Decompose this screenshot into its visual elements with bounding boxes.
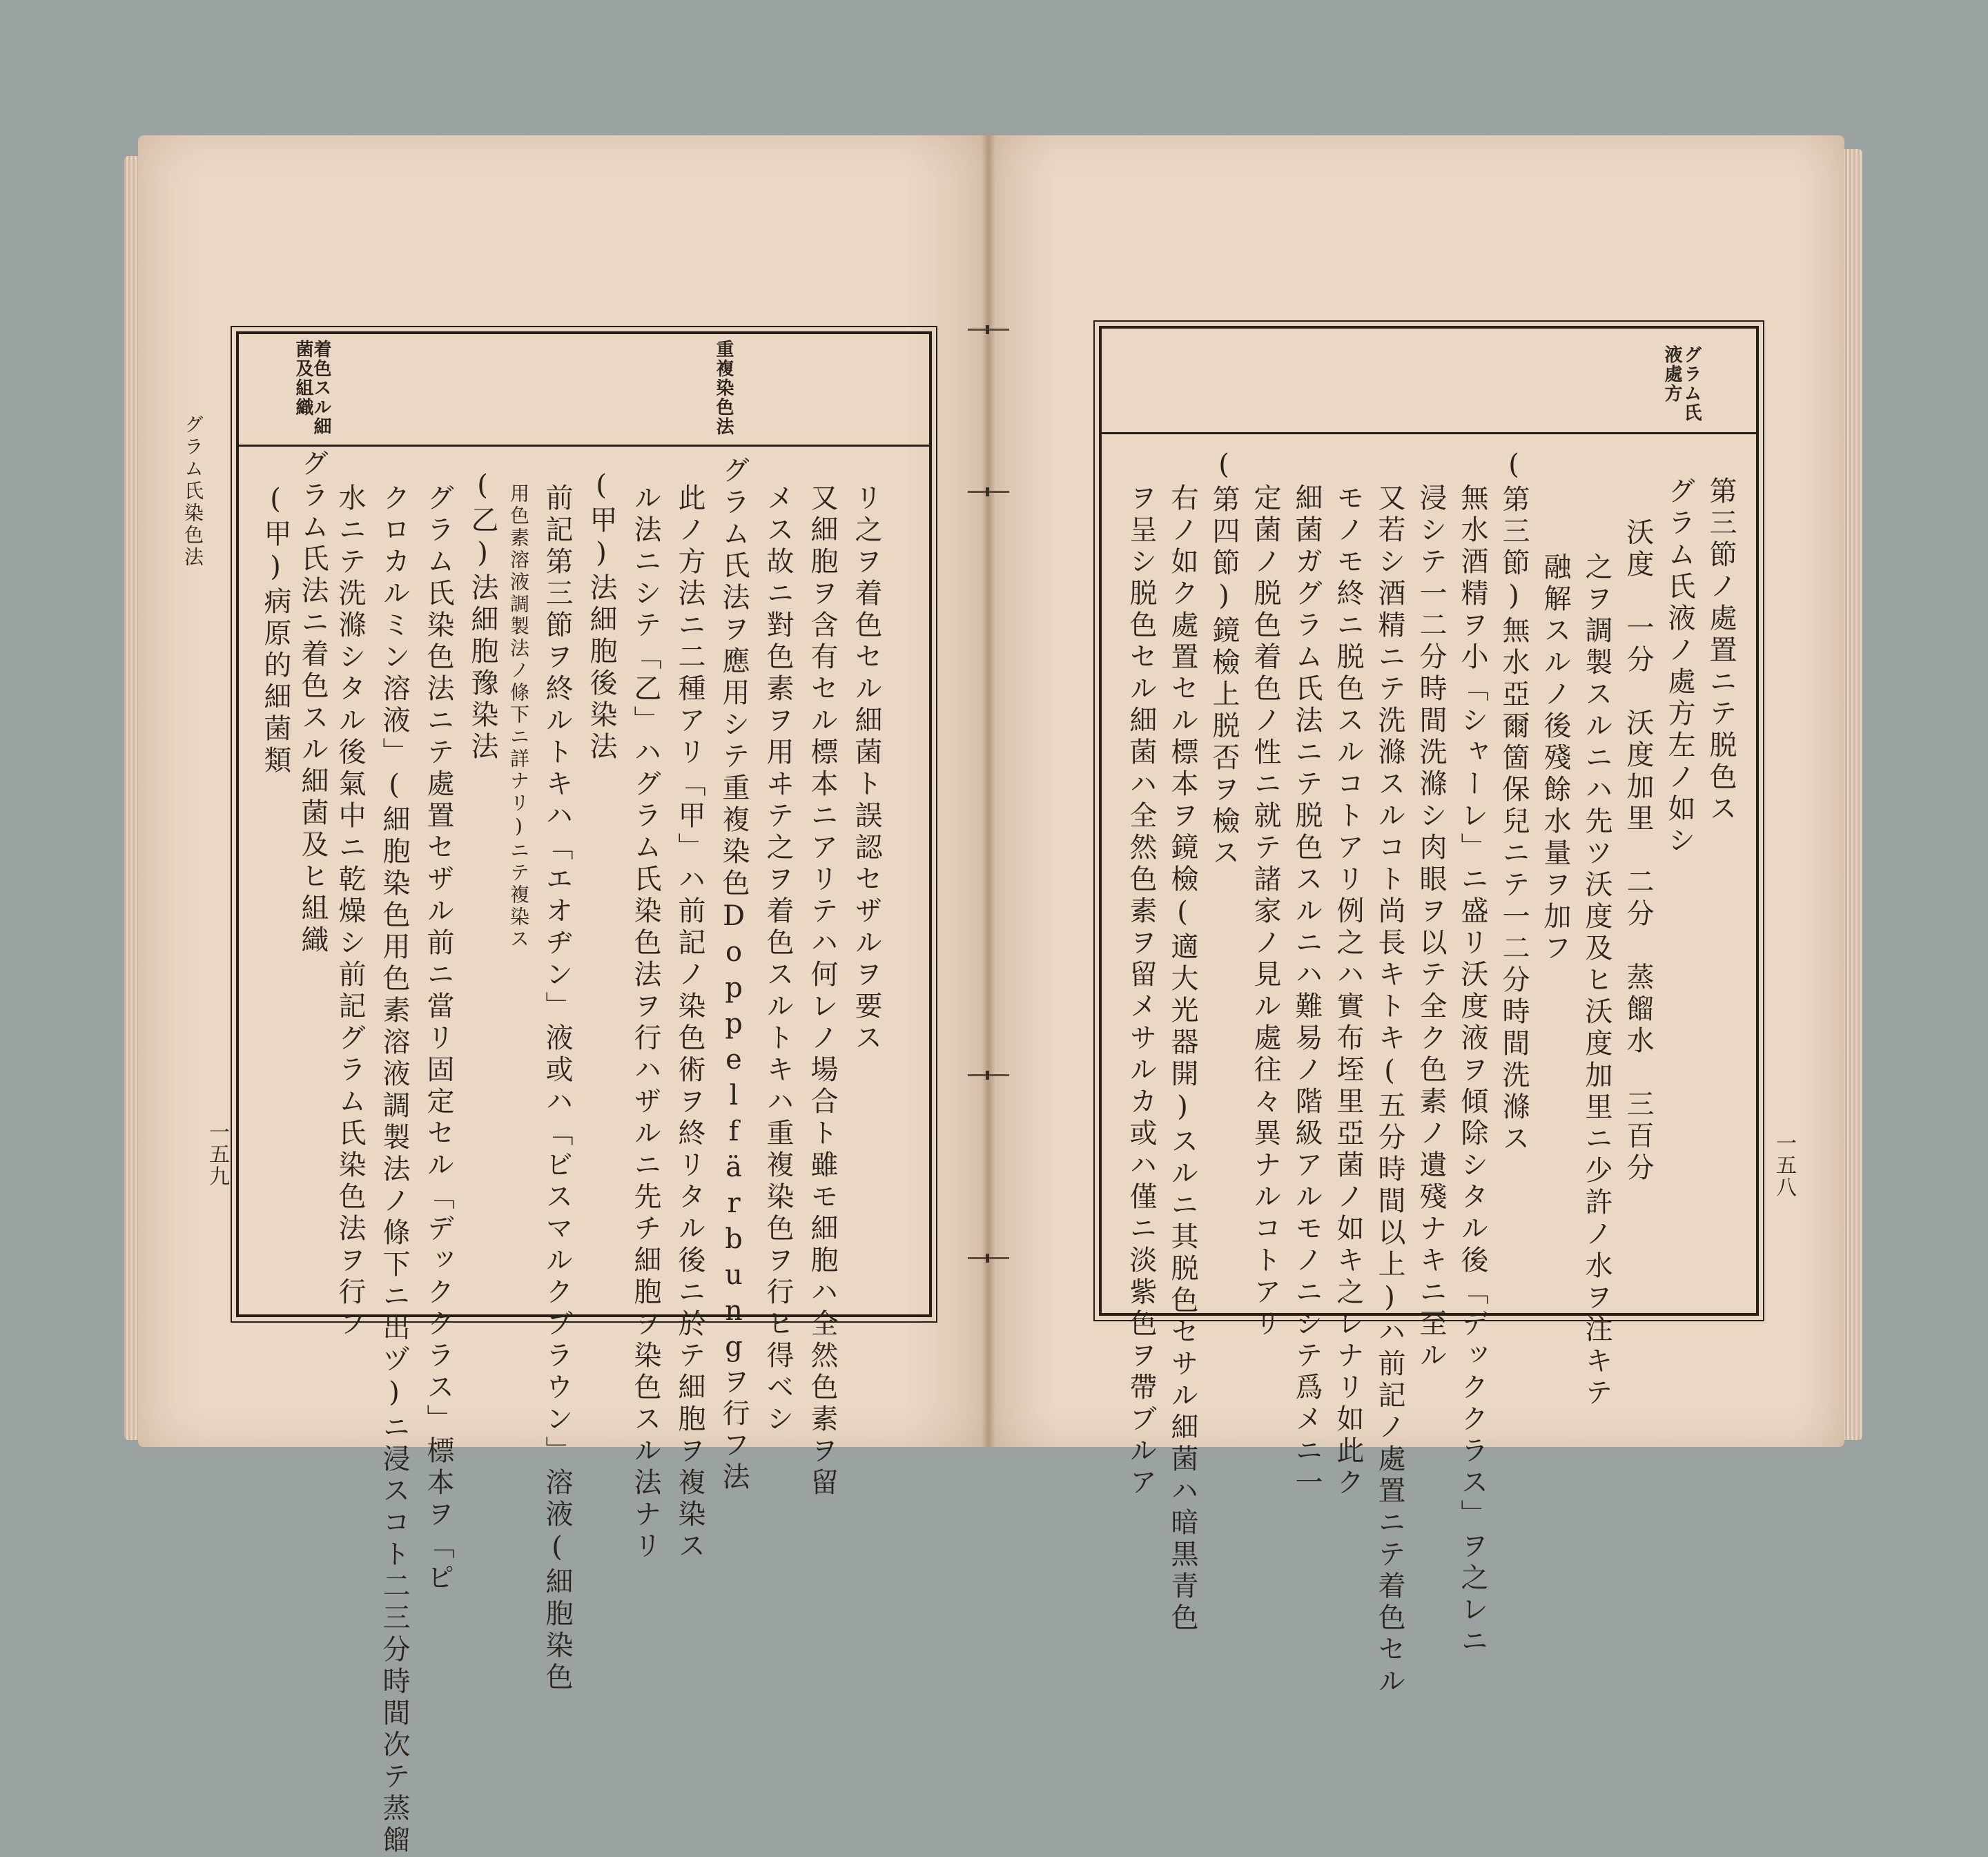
text-column: 定菌ノ脱色着色ノ性ニ就テ諸家ノ見ル處往々異ナルコトアリ xyxy=(1249,483,1281,1341)
text-column: 沃度 一分 沃度加里 二分 蒸餾水 三百分 xyxy=(1622,518,1654,1185)
binding-stitch xyxy=(968,1257,1009,1259)
text-column: モノモ終ニ脱色スルコトアリ例之ハ實布垤里亞菌ノ如キ之レナリ如此ク xyxy=(1332,483,1364,1499)
binding-stitch xyxy=(968,1074,1009,1076)
binding-stitch xyxy=(968,329,1009,331)
head-note: グラム氏液處方 xyxy=(1661,345,1702,422)
binding-stitch xyxy=(968,491,1009,493)
text-column: (乙)法細胞豫染法 xyxy=(467,469,498,764)
text-column: グラム氏染色法ニテ處置セザル前ニ當リ固定セル「デッククラス」標本ヲ「ピ xyxy=(422,483,454,1595)
text-column: 融解スルノ後殘餘水量ヲ加フ xyxy=(1539,552,1571,965)
text-column: 又若シ酒精ニテ洗滌スルコト尚長キトキ(五分時間以上)ハ前記ノ處置ニテ着色セル xyxy=(1374,483,1405,1698)
text-column: ヲ呈シ脱色セル細菌ハ全然色素ヲ留メサルカ或ハ僅ニ淡紫色ヲ帶ブルア xyxy=(1125,483,1157,1499)
text-column: 水ニテ洗滌シタル後氣中ニ乾燥シ前記グラム氏染色法ヲ行フ xyxy=(334,483,366,1341)
header-rule xyxy=(1102,432,1756,434)
text-column: (甲)病原的細菌類 xyxy=(260,483,291,777)
text-column: 此ノ方法ニ二種アリ「甲」ハ前記ノ染色術ヲ終リタル後ニ於テ細胞ヲ複染ス xyxy=(674,483,705,1563)
page-number-right: 一五八 xyxy=(1772,1132,1796,1198)
text-column: リ之ヲ着色セル細菌ト誤認セザルヲ要ス xyxy=(850,483,882,1055)
text-column: 又細胞ヲ含有セル標本ニアリテハ何レノ場合ト雖モ細胞ハ全然色素ヲ留 xyxy=(806,483,838,1499)
text-column: (第四節)鏡檢上脱否ヲ檢ス xyxy=(1208,449,1240,870)
text-column: メス故ニ對色素ヲ用ヰテ之ヲ着色スルトキハ重複染色ヲ行ヒ得ベシ xyxy=(762,483,794,1436)
text-column: 右ノ如ク處置セル標本ヲ鏡檢(適大光器開)スルニ其脱色セサル細菌ハ暗黒青色 xyxy=(1167,483,1198,1635)
page-number-left: 一五九 xyxy=(205,1121,229,1187)
head-note: 着色スル細菌及組織 xyxy=(293,340,331,436)
text-column: グラム氏法ニ着色スル細菌及ヒ組織 xyxy=(297,449,329,957)
text-column: 細菌ガグラム氏法ニテ脱色スルニハ難易ノ階級アルモノニシテ爲メニ一 xyxy=(1291,483,1323,1499)
text-column: グラム氏液ノ處方左ノ如シ xyxy=(1664,476,1695,857)
text-column: 無水酒精ヲ小「シャーレ」ニ盛リ沃度液ヲ傾除シタル後「デッククラス」ヲ之レニ xyxy=(1456,483,1488,1658)
text-column: (甲)法細胞後染法 xyxy=(585,469,617,764)
text-column: 用色素溶液調製法ノ條下ニ詳ナリ)ニテ複染ス xyxy=(507,483,530,951)
text-column: (第三節)無水亞爾箇保兒ニテ一二分時間洗滌ス xyxy=(1498,449,1530,1156)
text-column: クロカルミン溶液」(細胞染色用色素溶液調製法ノ條下ニ出ヅ)ニ浸スコト二三分時間次テ蒸餾 xyxy=(378,483,410,1857)
text-column: 前記第三節ヲ終ルトキハ「エオヂン」液或ハ「ビスマルクブラウン」溶液(細胞染色 xyxy=(541,483,573,1694)
text-column: ル法ニシテ「乙」ハグラム氏染色法ヲ行ハザルニ先チ細胞ヲ染色スル法ナリ xyxy=(630,483,661,1563)
running-title: グラム氏染色法 xyxy=(182,414,204,569)
text-column: グラム氏法ヲ應用シテ重複染色Doppelfärbungヲ行フ法 xyxy=(718,456,750,1494)
text-column: 之ヲ調製スルニハ先ツ沃度及ヒ沃度加里ニ少許ノ水ヲ注キテ xyxy=(1581,552,1612,1410)
header-rule xyxy=(239,445,929,447)
text-column: 第三節ノ處置ニテ脱色ス xyxy=(1705,476,1737,826)
text-column: 浸シテ一二分時間洗滌シ肉眼ヲ以テ全ク色素ノ遺殘ナキニ至ル xyxy=(1415,483,1447,1372)
head-note: 重複染色法 xyxy=(713,340,734,436)
